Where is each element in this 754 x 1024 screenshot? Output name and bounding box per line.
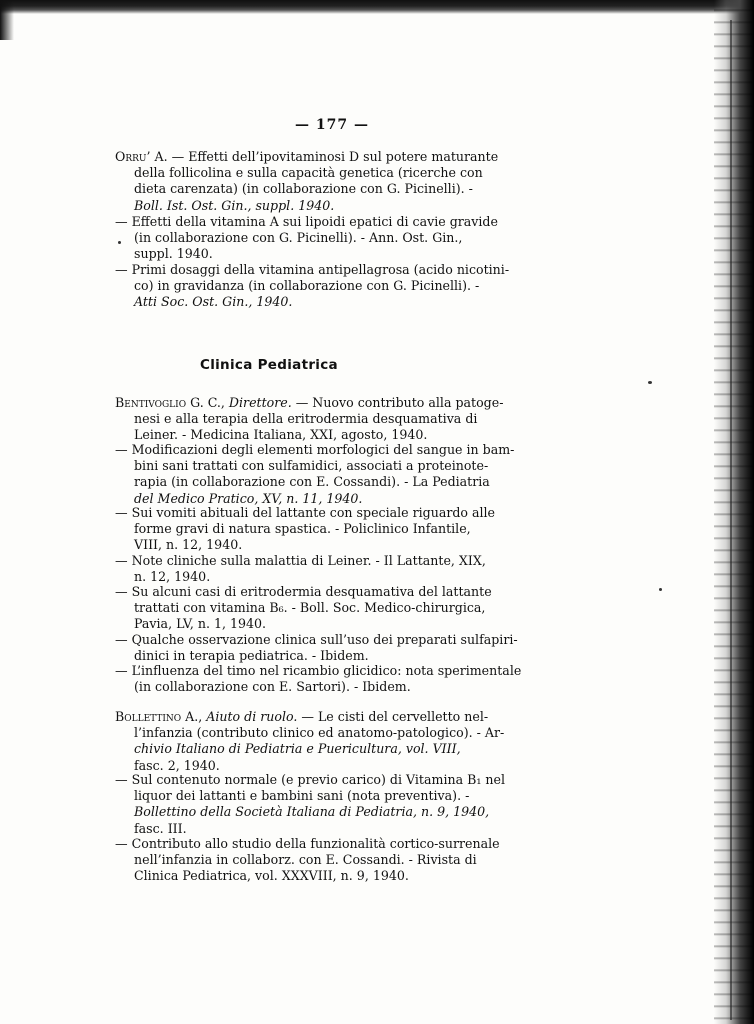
bibliography-entry-orru-3: — Primi dosaggi della vitamina antipellagrosa (acido nicotini- co) in gravidanza (in collaborazione con G. Picinelli). - Atti Soc. Ost. Gin., 1940. <box>115 262 510 310</box>
bibliography-entry-bentivoglio-1: Bentivoglio G. C., Direttore. — Nuovo contributo alla patoge- nesi e alla terapia della eritrodermia desquamativa di Leiner. - Medicina Italiana, XXI, agosto, 1940. <box>115 395 504 443</box>
bibliography-entry-bentivoglio-3: — Sui vomiti abituali del lattante con speciale riguardo alle forme gravi di natura spastica. - Policlinico Infantile, VIII, n. 12, 1940. <box>115 505 496 553</box>
page-number: — 177 — <box>295 117 369 133</box>
scan-speck <box>659 588 662 591</box>
bibliography-entry-orru-2: — Effetti della vitamina A sui lipoidi epatici di cavie gravide (in collaborazione con G. Picinelli). - Ann. Ost. Gin., suppl. 1940. <box>115 214 498 262</box>
author-name: Bentivoglio G. C., <box>115 395 225 410</box>
section-heading: Clinica Pediatrica <box>200 357 338 373</box>
bibliography-entry-bentivoglio-6: — Qualche osservazione clinica sull’uso dei preparati sulfapiri- dinici in terapia pediatrica. - Ibidem. <box>115 632 518 664</box>
scan-edge-right <box>714 0 754 1024</box>
scan-edge-corner <box>0 0 14 40</box>
scan-edge-binding <box>730 20 732 1020</box>
bibliography-entry-bollettino-1: Bollettino A., Aiuto di ruolo. — Le cisti del cervelletto nel- l’infanzia (contributo clinico ed anatomo-patologico). - Ar- chivio Italiano di Pediatria e Puericultura, vol. VIII, fasc. 2, 1940. <box>115 709 505 773</box>
bibliography-entry-bentivoglio-5: — Su alcuni casi di eritrodermia desquamativa del lattante trattati con vitamina B₆. - Boll. Soc. Medico-chirurgica, Pavia, LV, n. 1, 1940. <box>115 584 492 632</box>
bibliography-entry-bentivoglio-4: — Note cliniche sulla malattia di Leiner. - Il Lattante, XIX, n. 12, 1940. <box>115 553 486 585</box>
author-name: Orru’ A. <box>115 149 168 164</box>
bibliography-entry-bentivoglio-2: — Modificazioni degli elementi morfologici del sangue in bam- bini sani trattati con sulfamidici, associati a proteinote- rapia (in collaborazione con E. Cossandi). - La Pediatria del Medico Pratico, XV, n. 11, 1940. <box>115 442 515 506</box>
scan-edge-top <box>0 0 754 14</box>
bibliography-entry-bollettino-3: — Contributo allo studio della funzionalità cortico-surrenale nell’infanzia in collaborz. con E. Cossandi. - Rivista di Clinica Pediatrica, vol. XXXVIII, n. 9, 1940. <box>115 836 500 884</box>
scan-speck <box>648 381 652 384</box>
bibliography-entry-bollettino-2: — Sul contenuto normale (e previo carico) di Vitamina B₁ nel liquor dei lattanti e bambini sani (nota preventiva). - Bollettino della Società Italiana di Pediatria, n. 9, 1940, fasc. III. <box>115 772 505 836</box>
author-role: Aiuto di ruolo. <box>206 709 298 724</box>
bibliography-entry-orru-1: Orru’ A. — Effetti dell’ipovitaminosi D sul potere maturante della follicolina e sulla capacità genetica (ricerche con dieta carenzata) (in collaborazione con G. Picinelli). - Boll. Ist. Ost. Gin., suppl. 1940. <box>115 149 499 213</box>
author-role: Direttore. <box>228 395 292 410</box>
bibliography-entry-bentivoglio-7: — L’influenza del timo nel ricambio glicidico: nota sperimentale (in collaborazione con E. Sartori). - Ibidem. <box>115 663 522 695</box>
author-name: Bollettino A., <box>115 709 203 724</box>
scan-speck <box>118 241 121 244</box>
